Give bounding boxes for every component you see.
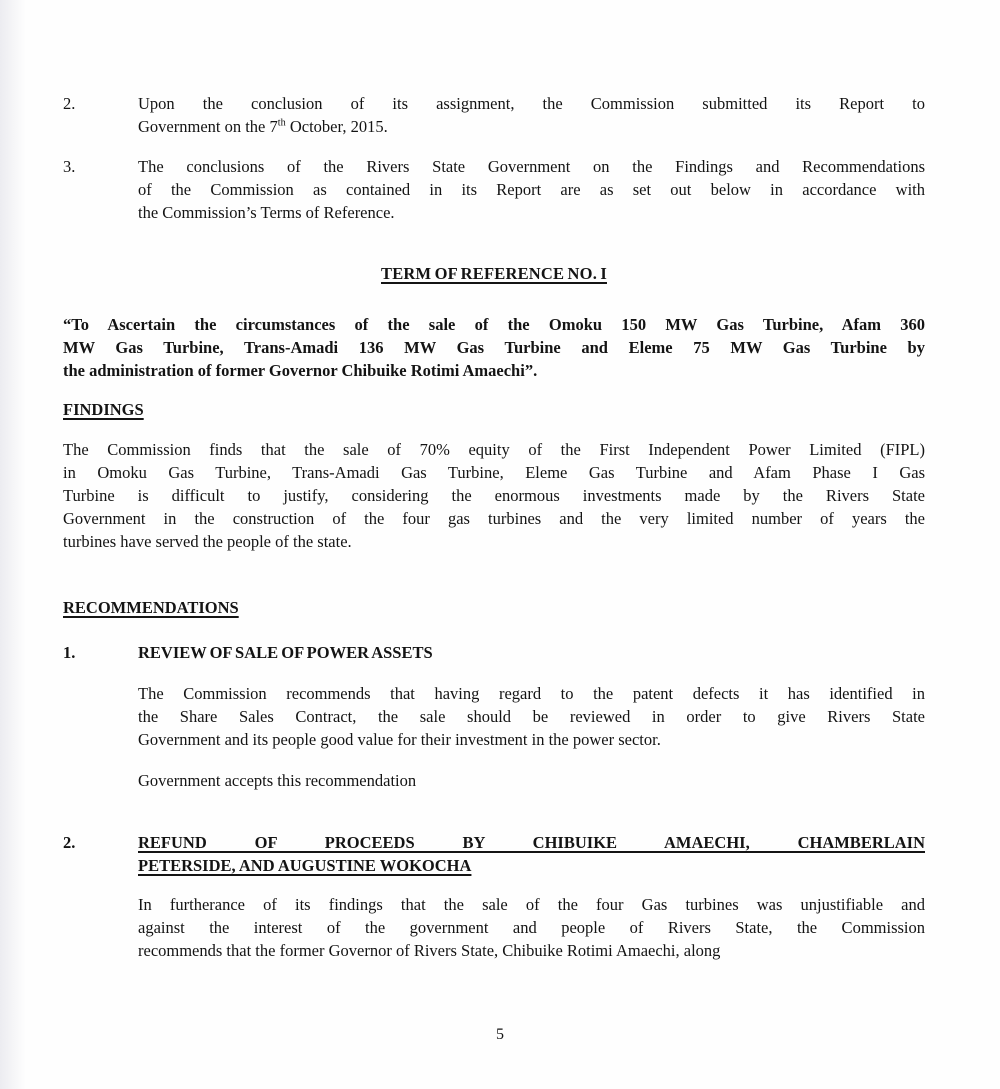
recommendation-2-title <box>138 831 925 877</box>
recommendations-heading <box>63 596 925 619</box>
recommendation-1-title: REVIEW OF SALE OF POWER ASSETS <box>138 643 433 662</box>
ordinal-superscript: th <box>277 117 286 129</box>
paragraph-line: “To Ascertain the circumstances of the sale of the Omoku 150 MW Gas Turbine, Afam 360 <box>63 315 925 334</box>
term-of-reference-quote <box>63 313 925 382</box>
paragraph-line: Government in the construction of the four gas turbines and the very limited number of years the <box>63 509 925 528</box>
paragraph-number: 2. <box>63 94 76 113</box>
recommendation-number: 1. <box>63 643 76 662</box>
paragraph-line: In furtherance of its findings that the sale of the four Gas turbines was unjustifiable and <box>138 895 925 914</box>
paragraph-line: against the interest of the government and people of Rivers State, the Commission <box>138 918 925 937</box>
recommendation-1-acceptance: Government accepts this recommendation <box>138 771 417 790</box>
recommendation-1-title-row <box>63 641 925 664</box>
heading-text: FINDINGS <box>63 400 144 419</box>
paragraph-line: the administration of former Governor Chibuike Rotimi Amaechi”. <box>63 361 538 380</box>
paragraph-line: MW Gas Turbine, Trans-Amadi 136 MW Gas Turbine and Eleme 75 MW Gas Turbine by <box>63 338 925 357</box>
recommendation-2-body <box>138 893 925 962</box>
heading-text: TERM OF REFERENCE NO. I <box>381 264 607 283</box>
paragraph-line: PETERSIDE, AND AUGUSTINE WOKOCHA <box>138 856 472 875</box>
paragraph-line: the Share Sales Contract, the sale should be reviewed in order to give Rivers State <box>138 707 925 726</box>
findings-heading <box>63 398 925 421</box>
page-number: 5 <box>496 1026 504 1043</box>
recommendation-number: 2. <box>63 833 76 852</box>
recommendation-2-title-row <box>63 831 925 877</box>
recommendation-1-body <box>138 682 925 751</box>
paragraph-line: The Commission finds that the sale of 70% equity of the First Independent Power Limited (FIPL) <box>63 440 925 459</box>
page-content <box>63 92 925 962</box>
heading-text: RECOMMENDATIONS <box>63 598 239 617</box>
paragraph-line: The conclusions of the Rivers State Government on the Findings and Recommendations <box>138 157 925 176</box>
numbered-paragraph-3 <box>63 155 925 224</box>
text-before-superscript: Government on the 7 <box>138 117 278 136</box>
paragraph-number: 3. <box>63 157 76 176</box>
paragraph-line: of the Commission as contained in its Report are as set out below in accordance with <box>138 180 925 199</box>
findings-paragraph <box>63 438 925 553</box>
paragraph-line: in Omoku Gas Turbine, Trans-Amadi Gas Turbine, Eleme Gas Turbine and Afam Phase I Gas <box>63 463 925 482</box>
paragraph-line <box>138 115 925 138</box>
paragraph-line: turbines have served the people of the state. <box>63 532 352 551</box>
numbered-paragraph-2 <box>63 92 925 138</box>
recommendation-2 <box>63 831 925 962</box>
paragraph-line: Government and its people good value for their investment in the power sector. <box>138 730 661 749</box>
paragraph-line: REFUND OF PROCEEDS BY CHIBUIKE AMAECHI, CHAMBERLAIN <box>138 833 925 852</box>
recommendation-1 <box>63 641 925 792</box>
text-after-superscript: October, 2015. <box>285 117 388 136</box>
paragraph-text <box>138 155 925 224</box>
paragraph-line: Turbine is difficult to justify, considering the enormous investments made by the Rivers State <box>63 486 925 505</box>
paragraph-line: the Commission’s Terms of Reference. <box>138 203 395 222</box>
paragraph-line: The Commission recommends that having regard to the patent defects it has identified in <box>138 684 925 703</box>
paragraph-line: recommends that the former Governor of Rivers State, Chibuike Rotimi Amaechi, along <box>138 941 721 960</box>
paragraph-line: Upon the conclusion of its assignment, the Commission submitted its Report to <box>138 94 925 113</box>
term-of-reference-heading <box>63 262 925 285</box>
paragraph-text <box>138 92 925 138</box>
